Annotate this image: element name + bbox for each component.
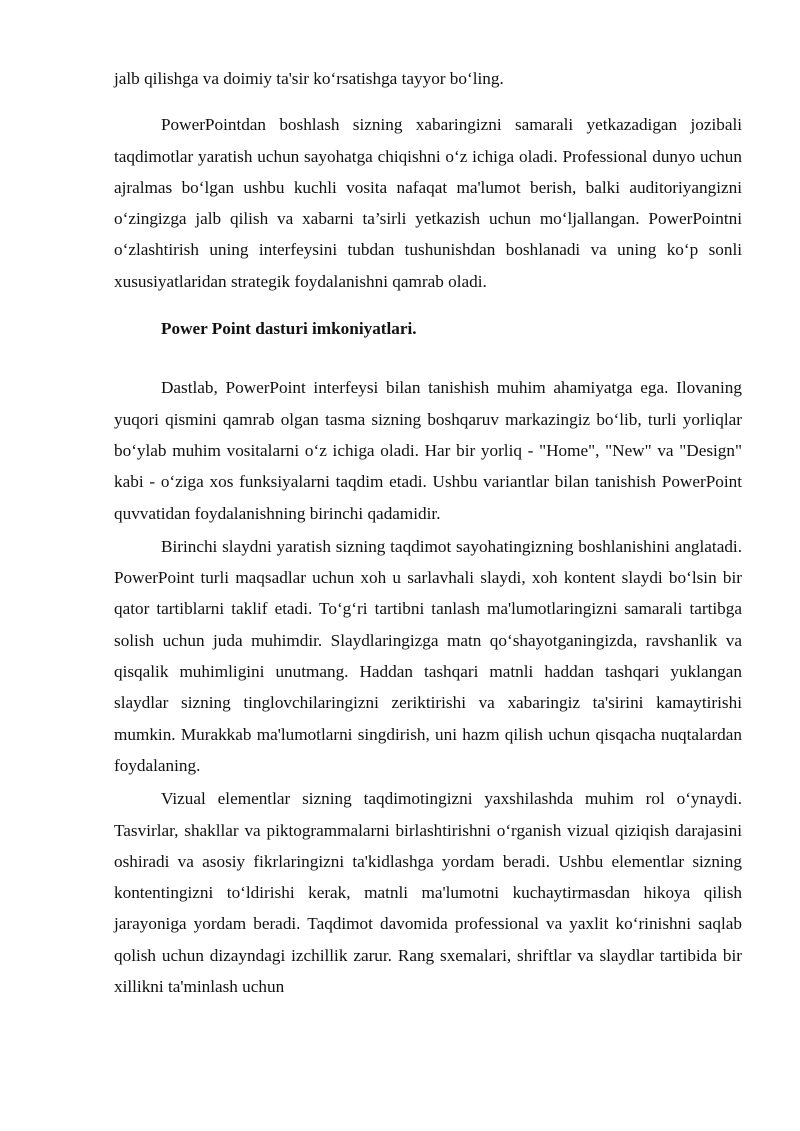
- paragraph-getting-started: PowerPointdan boshlash sizning xabaringizni samarali yetkazadigan jozibali taqdimotlar yaratish uchun sayohatga chiqishni o‘z ichiga oladi. Professional dunyo uchun ajralmas bo‘lgan ushbu kuchli vosita nafaqat ma'lumot berish, balki auditoriyangizni o‘zingizga jalb qilish va xabarni ta’sirli yetkazish uchun mo‘ljallangan. PowerPointni o‘zlashtirish uning interfeysini tubdan tushunishdan boshlanadi va uning ko‘p sonli xususiyatlaridan strategik foydalanishni qamrab oladi.: [114, 115, 742, 291]
- section-heading: Power Point dasturi imkoniyatlari.: [161, 319, 417, 339]
- paragraph-first-slide: Birinchi slaydni yaratish sizning taqdimot sayohatingizning boshlanishini anglatadi. PowerPoint turli maqsadlar uchun xoh u sarlavhali slaydi, xoh kontent slaydi bo‘lsin bir qator tartiblarni taklif etadi. To‘g‘ri tartibni tanlash ma'lumotlaringizni samarali tartibga solish uchun juda muhimdir. Slaydlaringizga matn qo‘shayotganingizda, ravshanlik va qisqalik muhimligini unutmang. Haddan tashqari matnli haddan tashqari yuklangan slaydlar sizning tinglovchilaringizni zeriktirishi va xabaringiz ta'sirini kamaytirishi mumkin. Murakkab ma'lumotlarni singdirish, uni hazm qilish uchun qisqacha nuqtalardan foydalaning.: [114, 536, 742, 775]
- paragraph-intro-tail: jalb qilishga va doimiy ta'sir ko‘rsatishga tayyor bo‘ling.: [114, 69, 504, 88]
- paragraph-visual-elements: Vizual elementlar sizning taqdimotingizni yaxshilashda muhim rol o‘ynaydi. Tasvirlar, shakllar va piktogrammalarni birlashtirishni o‘rganish vizual qiziqish darajasini oshiradi va asosiy fikrlaringizni ta'kidlashga yordam beradi. Ushbu elementlar sizning kontentingizni to‘ldirishi kerak, matnli ma'lumotni kuchaytirmasdan hikoya qilish jarayoniga yordam beradi. Taqdimot davomida professional va yaxlit ko‘rinishni saqlab qolish uchun dizayndagi izchillik zarur. Rang sxemalari, shriftlar va slaydlar tartibida bir xillikni ta'minlash uchun: [114, 789, 742, 997]
- paragraph-interface: Dastlab, PowerPoint interfeysi bilan tanishish muhim ahamiyatga ega. Ilovaning yuqori qismini qamrab olgan tasma sizning boshqaruv markazingiz bo‘lib, turli yorliqlar bo‘ylab muhim vositalarni o‘z ichiga oladi. Har bir yorliq - "Home", "New" va "Design" kabi - o‘ziga xos funksiyalarni taqdim etadi. Ushbu variantlar bilan tanishish PowerPoint quvvatidan foydalanishning birinchi qadamidir.: [114, 378, 742, 523]
- document-page: [114, 63, 742, 1002]
